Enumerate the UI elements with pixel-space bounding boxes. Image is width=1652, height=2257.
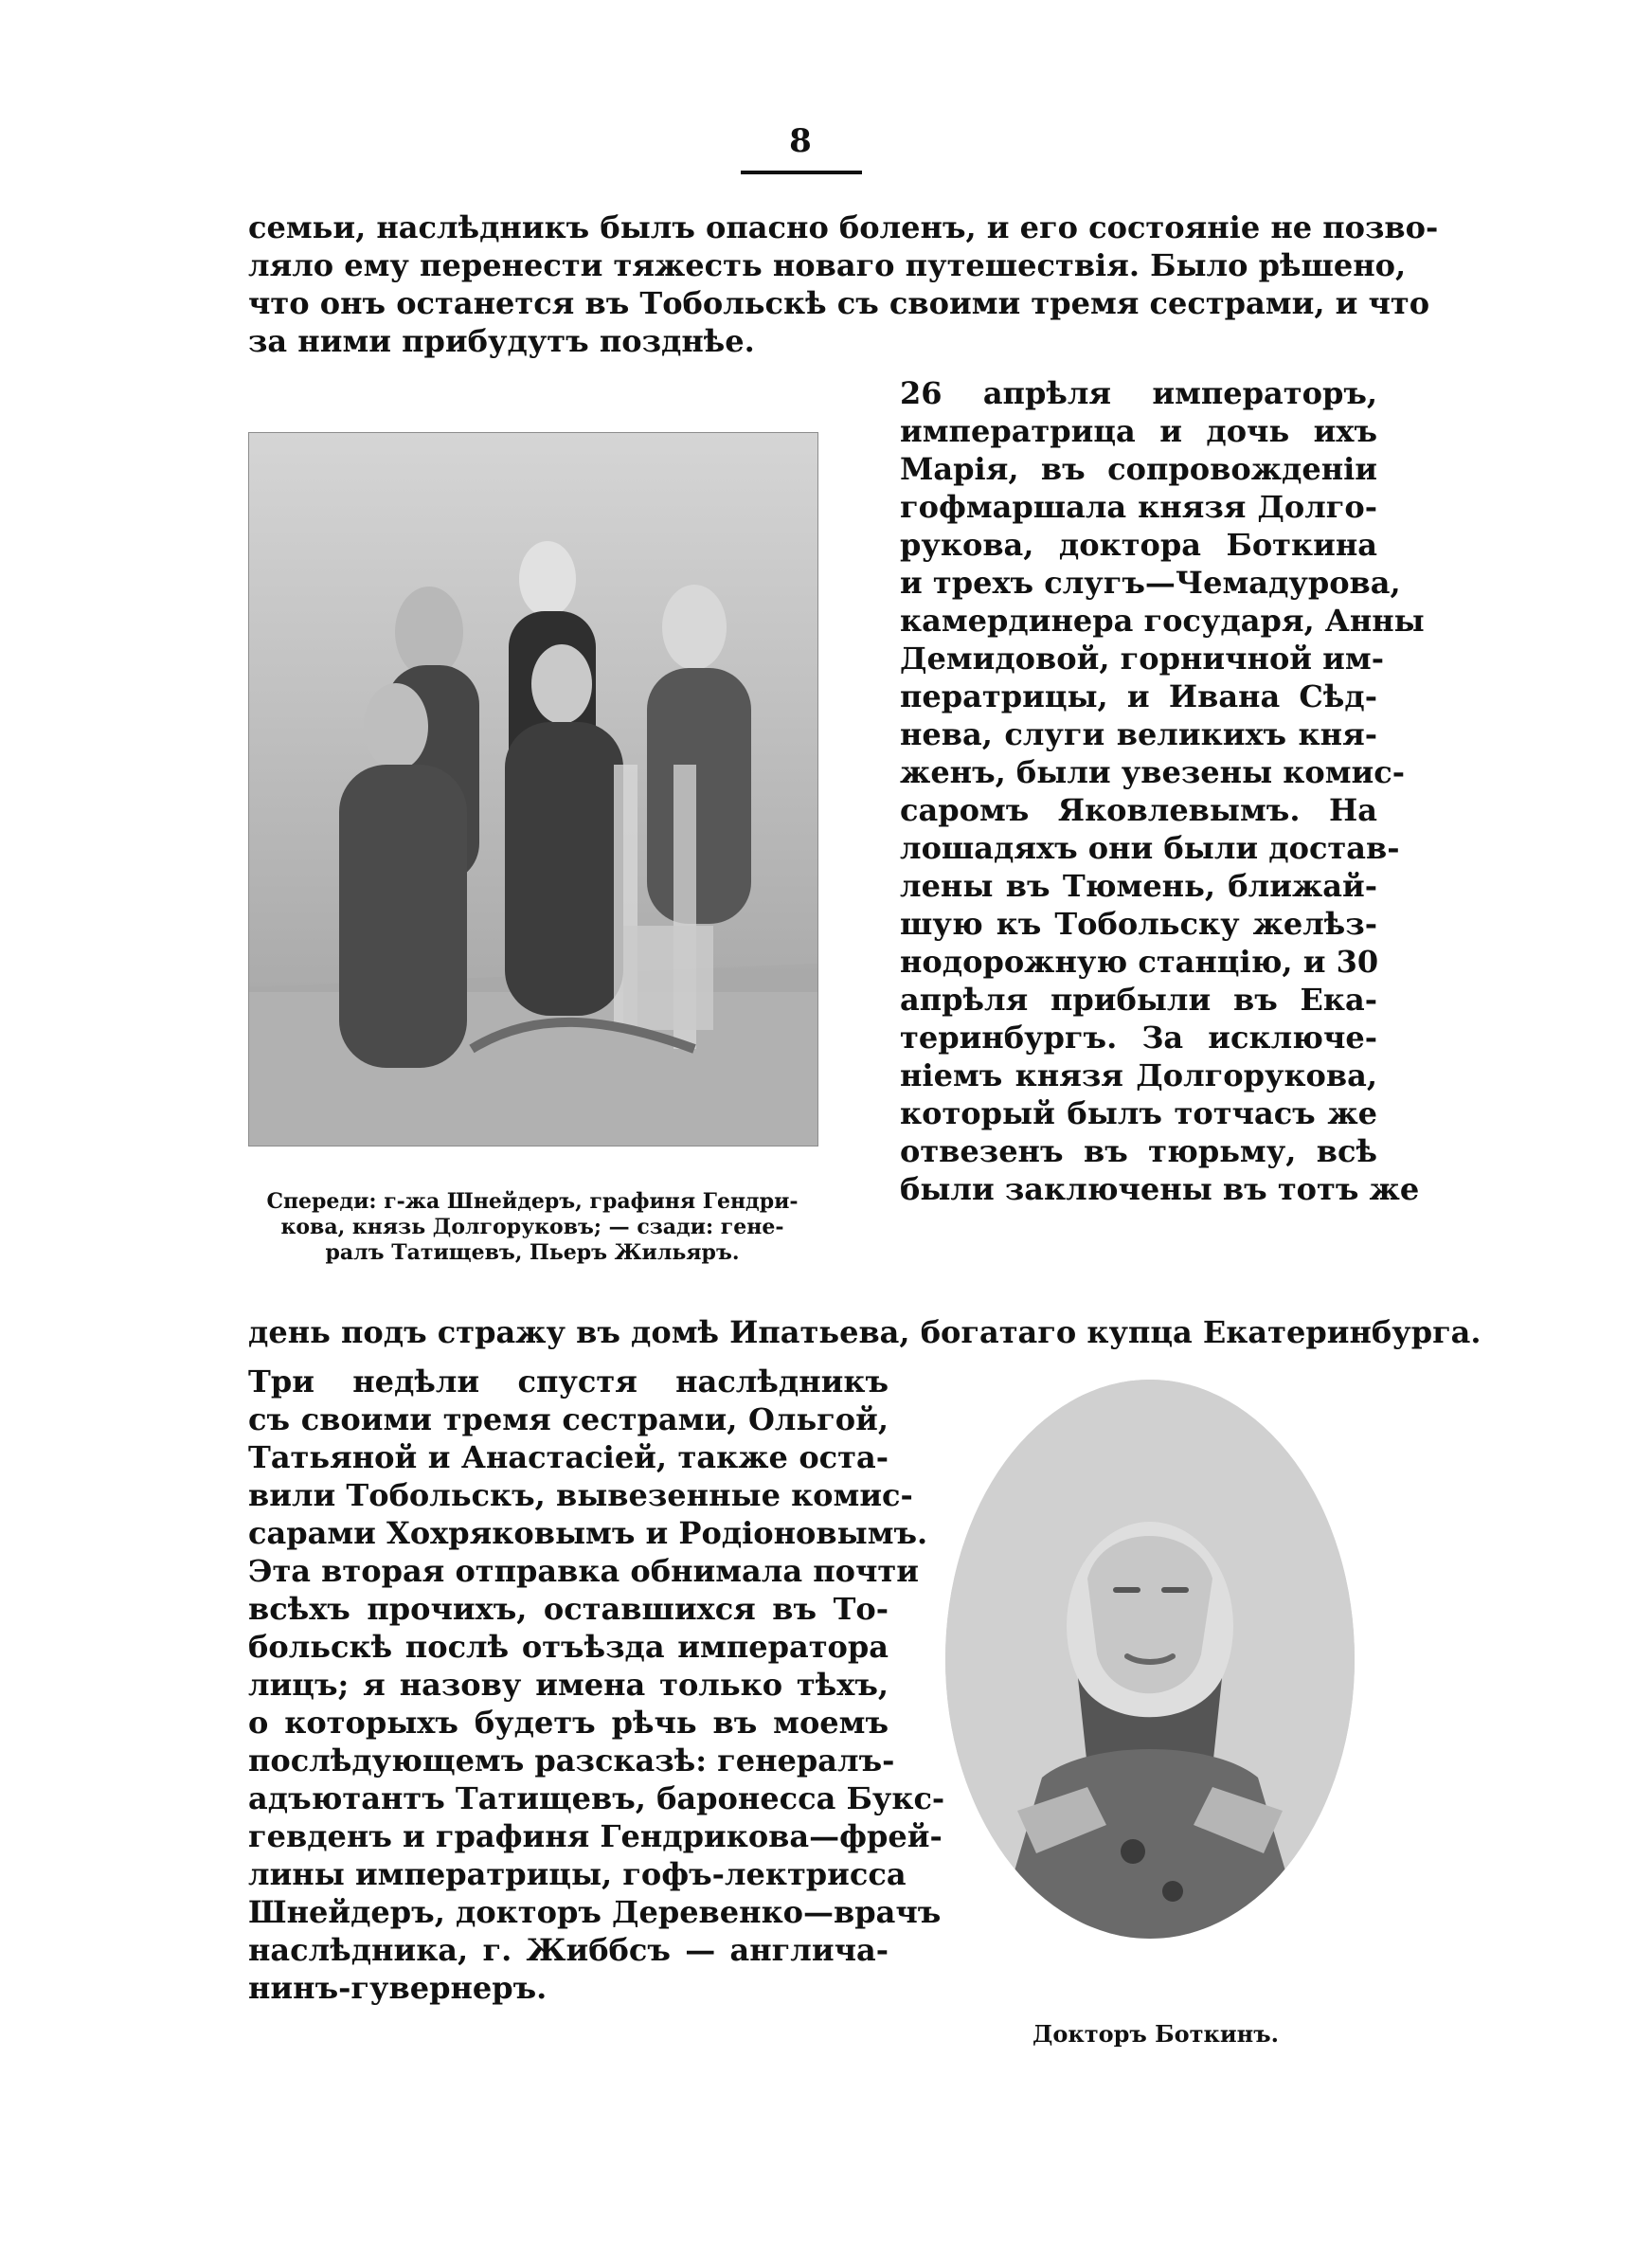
- right-line-18: теринбургъ. За исключе-: [900, 1020, 1377, 1056]
- right-line-11: женъ, были увезены комис-: [900, 754, 1406, 790]
- lower-line-1: Три недѣли спустя наслѣдникъ: [248, 1363, 889, 1399]
- lower-left-paragraph: [248, 1363, 945, 2007]
- right-line-1: 26 апрѣля императоръ,: [900, 375, 1377, 411]
- intro-line-1: семьи, наслѣдникъ былъ опасно боленъ, и его состояніе не позво-: [248, 209, 1439, 245]
- right-line-14: лены въ Тюмень, ближай-: [900, 868, 1377, 904]
- lower-line-12: адъютантъ Татищевъ, баронесса Букс-: [248, 1780, 945, 1816]
- right-line-13: лошадяхъ они были достав-: [900, 830, 1400, 866]
- group-caption-line-1: Спереди: г-жа Шнейдеръ, графиня Гендри-: [266, 1189, 799, 1214]
- lower-line-5: сарами Хохряковымъ и Родіоновымъ.: [248, 1515, 928, 1551]
- right-line-4: гофмаршала князя Долго-: [900, 489, 1377, 525]
- full-width-text-line: [248, 1313, 1481, 1351]
- right-line-20: который былъ тотчасъ же: [900, 1095, 1377, 1131]
- lower-line-15: Шнейдеръ, докторъ Деревенко—врачъ: [248, 1894, 942, 1930]
- page-number: 8: [789, 122, 812, 160]
- lower-line-14: лины императрицы, гофъ-лектрисса: [248, 1856, 907, 1892]
- group-caption-line-2: кова, князь Долгоруковъ; — сзади: гене-: [280, 1215, 784, 1239]
- right-column-paragraph: [900, 374, 1425, 1208]
- intro-line-2: ляло ему перенести тяжесть новаго путешествія. Было рѣшено,: [248, 247, 1407, 283]
- group-caption-line-3: ралъ Татищевъ, Пьеръ Жильяръ.: [325, 1240, 740, 1265]
- botkin-portrait: [945, 1380, 1355, 1939]
- right-line-10: нева, слуги великихъ кня-: [900, 716, 1377, 752]
- lower-line-10: о которыхъ будетъ рѣчь въ моемъ: [248, 1705, 889, 1741]
- intro-line-4: за ними прибудутъ позднѣе.: [248, 323, 755, 359]
- lower-line-17: нинъ-гувернеръ.: [248, 1970, 548, 2006]
- right-line-3: Марія, въ сопровожденіи: [900, 451, 1377, 487]
- right-line-21: отвезенъ въ тюрьму, всѣ: [900, 1133, 1377, 1169]
- right-line-22: были заключены въ тотъ же: [900, 1171, 1420, 1207]
- right-line-17: апрѣля прибыли въ Ека-: [900, 982, 1377, 1018]
- botkin-portrait-caption: Докторъ Боткинъ.: [1032, 2020, 1279, 2048]
- botkin-portrait-illustration: [945, 1380, 1355, 1939]
- full-width-line-text: день подъ стражу въ домѣ Ипатьева, богатаго купца Екатеринбурга.: [248, 1314, 1481, 1350]
- lower-line-16: наслѣдника, г. Жиббсъ — англича-: [248, 1932, 889, 1968]
- lower-line-2: съ своими тремя сестрами, Ольгой,: [248, 1401, 889, 1437]
- lower-line-9: лицъ; я назову имена только тѣхъ,: [248, 1667, 889, 1703]
- right-line-15: шую къ Тобольску желѣз-: [900, 906, 1377, 942]
- right-line-5: рукова, доктора Боткина: [900, 527, 1377, 563]
- right-line-19: ніемъ князя Долгорукова,: [900, 1057, 1377, 1093]
- lower-line-13: гевденъ и графиня Гендрикова—фрей-: [248, 1818, 943, 1854]
- right-line-12: саромъ Яковлевымъ. На: [900, 792, 1377, 828]
- lower-line-8: больскѣ послѣ отъѣзда императора: [248, 1629, 889, 1665]
- group-photo-illustration: [249, 433, 817, 1146]
- right-line-16: нодорожную станцію, и 30: [900, 944, 1379, 980]
- group-photo-caption: [248, 1189, 817, 1266]
- right-line-9: ператрицы, и Ивана Сѣд-: [900, 678, 1377, 714]
- right-line-8: Демидовой, горничной им-: [900, 641, 1384, 677]
- lower-line-7: всѣхъ прочихъ, оставшихся въ То-: [248, 1591, 889, 1627]
- lower-line-3: Татьяной и Анастасіей, также оста-: [248, 1439, 889, 1475]
- right-line-6: и трехъ слугъ—Чемадурова,: [900, 565, 1401, 601]
- right-line-7: камердинера государя, Анны: [900, 603, 1425, 639]
- page-number-rule: [741, 171, 862, 174]
- intro-paragraph: [248, 208, 1439, 360]
- lower-line-4: вили Тобольскъ, вывезенные комис-: [248, 1477, 913, 1513]
- right-line-2: императрица и дочь ихъ: [900, 413, 1377, 449]
- intro-line-3: что онъ останется въ Тобольскѣ съ своими тремя сестрами, и что: [248, 285, 1430, 321]
- lower-line-6: Эта вторая отправка обнимала почти: [248, 1553, 919, 1589]
- group-photo: [248, 432, 818, 1147]
- lower-line-11: послѣдующемъ разсказѣ: генералъ-: [248, 1742, 895, 1779]
